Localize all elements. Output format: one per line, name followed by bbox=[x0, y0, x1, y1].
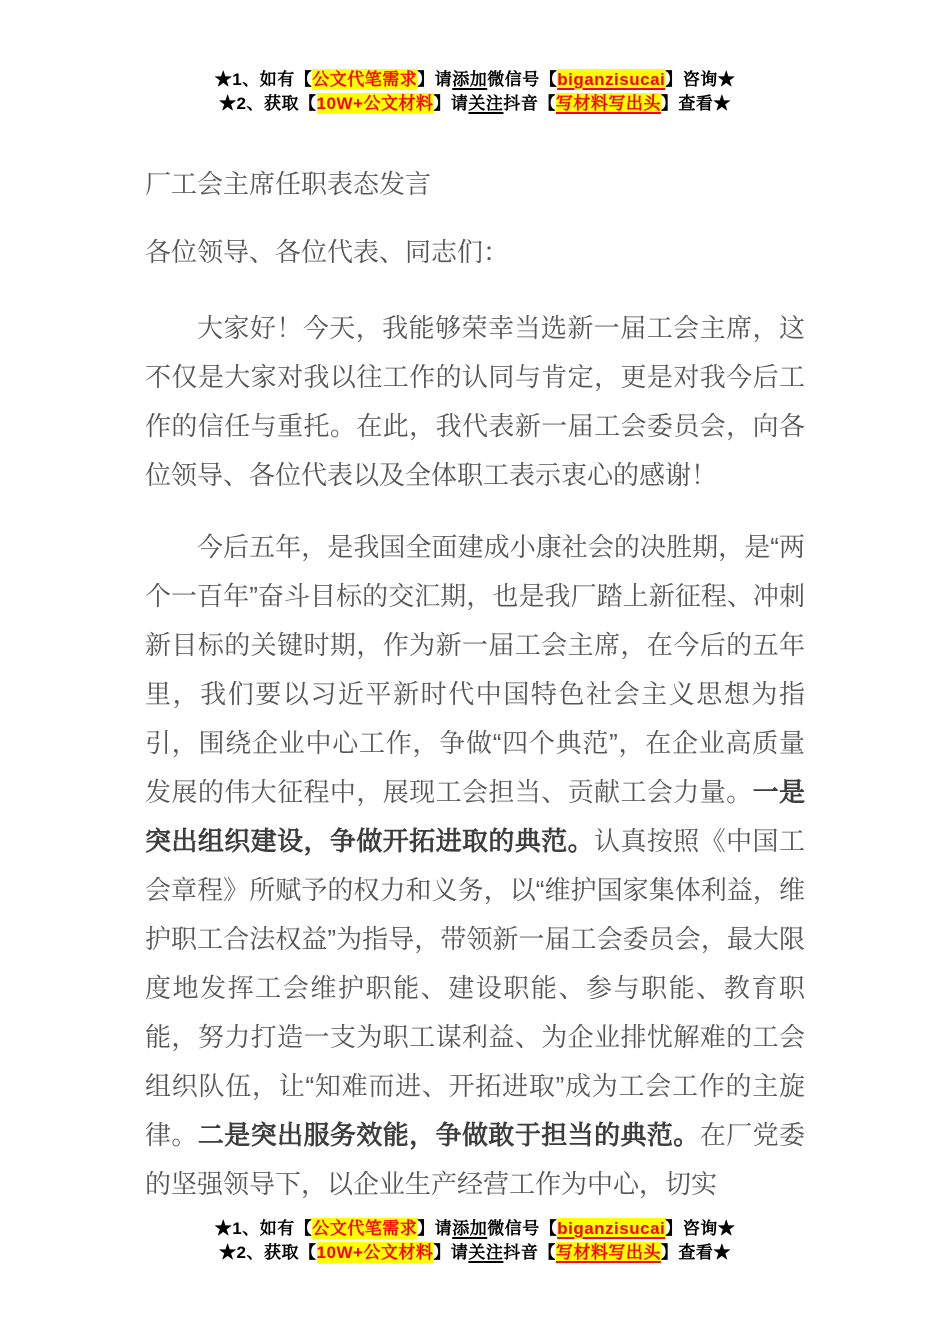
ad-text: 】请 bbox=[433, 94, 469, 113]
ad-text: 】查看★ bbox=[660, 1243, 731, 1262]
ad-text: ★1、如有【 bbox=[214, 70, 313, 89]
header-ad-line-2 bbox=[0, 92, 950, 116]
ad-wechat-id-highlight: biganzisucai bbox=[557, 70, 666, 89]
ad-wechat-id-highlight: biganzisucai bbox=[557, 1219, 666, 1238]
ad-douyin-account-highlight: 写材料写出头 bbox=[555, 94, 661, 113]
ad-add-action-underlined: 添加 bbox=[452, 1219, 488, 1238]
header-ad-line-1 bbox=[0, 68, 950, 92]
ad-text: ★2、获取【 bbox=[219, 94, 317, 113]
ad-text: 抖音【 bbox=[503, 1243, 556, 1262]
ad-text: 】咨询★ bbox=[665, 70, 736, 89]
ad-follow-action-underlined: 关注 bbox=[468, 94, 504, 113]
ad-text: 微信号【 bbox=[487, 70, 558, 89]
paragraph-text: 大家好！今天，我能够荣幸当选新一届工会主席，这不仅是大家对我以往工作的认同与肯定，更是对我今后工作的信任与重托。在此，我代表新一届工会委员会，向各位领导、各位代表以及全体职工表示衷心的感谢！ bbox=[145, 313, 805, 490]
ad-follow-action-underlined: 关注 bbox=[468, 1243, 504, 1262]
ad-text: 微信号【 bbox=[487, 1219, 558, 1238]
ad-douyin-account-highlight: 写材料写出头 bbox=[555, 1243, 661, 1262]
header-ad-banner bbox=[0, 0, 950, 116]
bold-point-two: 二是突出服务效能，争做敢于担当的典范。 bbox=[197, 1120, 700, 1150]
ad-highlight-materials: 10W+公文材料 bbox=[316, 94, 434, 113]
footer-ad-banner bbox=[0, 1217, 950, 1265]
paragraph-text: 在厂党委的坚强领导下，以企业生产经营工作为中心，切实 bbox=[145, 1120, 805, 1199]
paragraph-text: 认真按照《中国工会章程》所赋予的权力和义务，以“维护国家集体利益，维护职工合法权益”为指导，带领新一届工会委员会，最大限度地发挥工会维护职能、建设职能、参与职能、教育职能，努力打造一支为职工谋利益、为企业排忧解难的工会组织队伍，让“知难而进、开拓进取”成为工会工作的主旋律。 bbox=[145, 826, 805, 1150]
ad-highlight-materials: 10W+公文材料 bbox=[316, 1243, 434, 1262]
document-body bbox=[145, 160, 805, 1209]
footer-ad-line-2 bbox=[0, 1241, 950, 1265]
footer-ad-line-1 bbox=[0, 1217, 950, 1241]
ad-text: 】咨询★ bbox=[665, 1219, 736, 1238]
ad-highlight-writing-service: 公文代笔需求 bbox=[312, 1219, 418, 1238]
ad-text: 】请 bbox=[417, 70, 453, 89]
document-title: 厂工会主席任职表态发言 bbox=[145, 169, 432, 199]
ad-text: 抖音【 bbox=[503, 94, 556, 113]
ad-text: 】查看★ bbox=[660, 94, 731, 113]
paragraph-text: 今后五年，是我国全面建成小康社会的决胜期，是“两个一百年”奋斗目标的交汇期，也是我厂踏上新征程、冲刺新目标的关键时期，作为新一届工会主席，在今后的五年里，我们要以习近平新时代中国特色社会主义思想为指引，围绕企业中心工作，争做“四个典范”，在企业高质量发展的伟大征程中，展现工会担当、贡献工会力量。 bbox=[145, 532, 805, 807]
bold-point-one: 一是突出组织建设，争做开拓进取的典范。 bbox=[145, 777, 805, 856]
ad-add-action-underlined: 添加 bbox=[452, 70, 488, 89]
paragraph-commitment bbox=[145, 523, 805, 1209]
ad-text: 】请 bbox=[417, 1219, 453, 1238]
ad-highlight-writing-service: 公文代笔需求 bbox=[312, 70, 418, 89]
ad-text: ★1、如有【 bbox=[214, 1219, 313, 1238]
ad-text: 】请 bbox=[433, 1243, 469, 1262]
salutation: 各位领导、各位代表、同志们： bbox=[145, 237, 510, 267]
ad-text: ★2、获取【 bbox=[219, 1243, 317, 1262]
paragraph-greeting bbox=[145, 304, 805, 500]
